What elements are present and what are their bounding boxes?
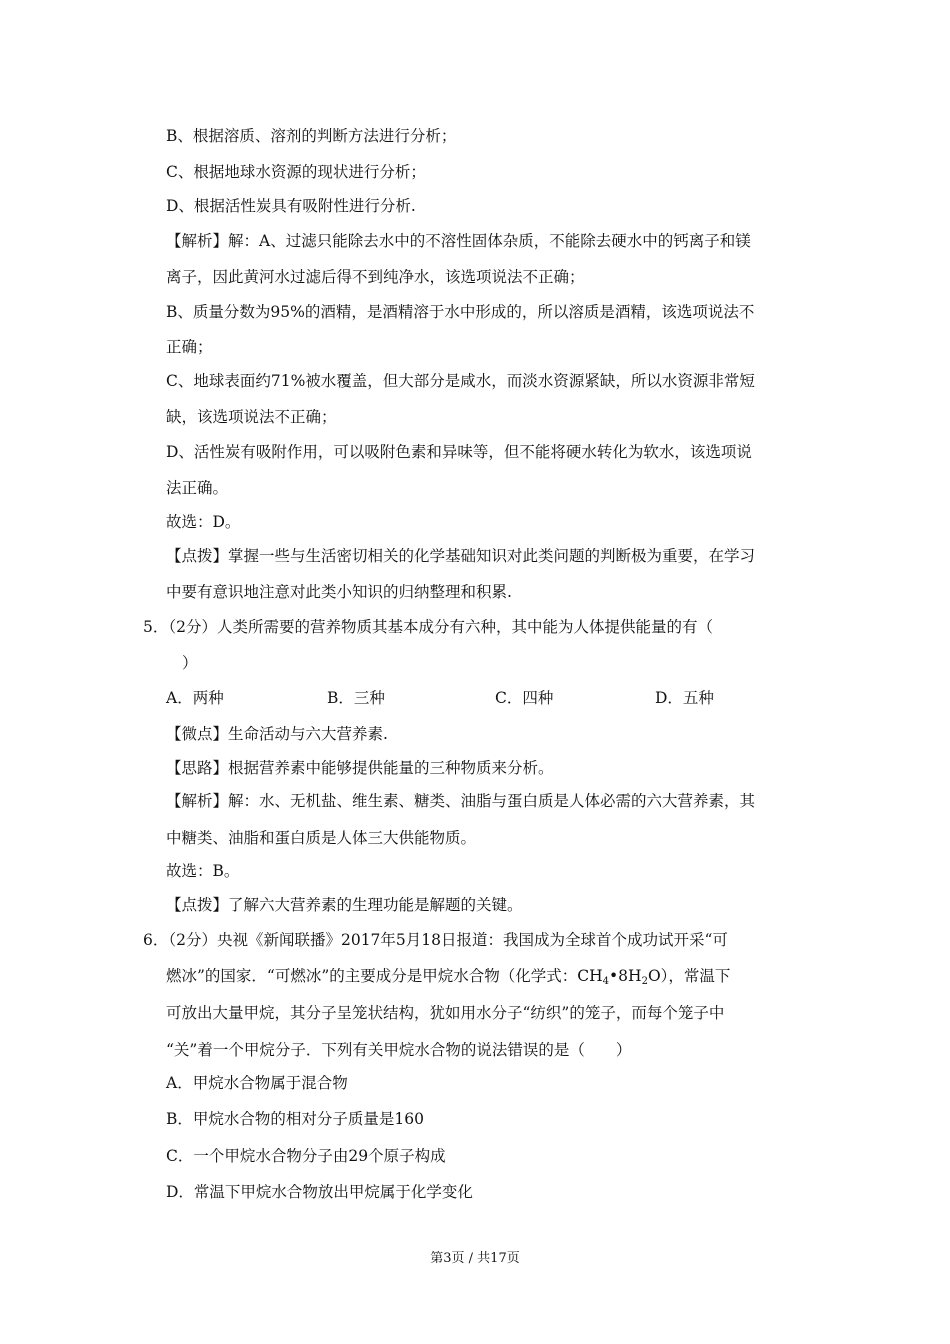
text-line: 中糖类、油脂和蛋白质是人体三大供能物质。: [166, 829, 477, 847]
question-6-stem-line: 可放出大量甲烷，其分子呈笼状结构，犹如用水分子“纺织”的笼子，而每个笼子中: [166, 1004, 725, 1022]
approach-line: 【思路】根据营养素中能够提供能量的三种物质来分析。: [166, 759, 554, 777]
option-a[interactable]: A．甲烷水合物属于混合物: [166, 1074, 348, 1092]
question-5-stem-end: ）: [182, 654, 198, 672]
question-6-stem-line: “关”着一个甲烷分子．下列有关甲烷水合物的说法错误的是（ ）: [166, 1041, 632, 1059]
text-line: D、活性炭有吸附作用，可以吸附色素和异味等，但不能将硬水转化为软水，该选项说: [166, 443, 752, 461]
option-b[interactable]: B．甲烷水合物的相对分子质量是160: [166, 1110, 424, 1128]
text-line: B、根据溶质、溶剂的判断方法进行分析；: [166, 127, 457, 145]
question-5-stem: 5．（2分）人类所需要的营养物质其基本成分有六种，其中能为人体提供能量的有（: [143, 618, 713, 636]
text-span: 燃冰”的国家．“可燃冰”的主要成分是甲烷水合物（化学式：CH: [166, 967, 603, 985]
text-span: O），常温下: [647, 967, 731, 985]
option-a[interactable]: A．两种: [166, 689, 224, 707]
text-line: 缺，该选项说法不正确；: [166, 408, 337, 426]
text-line: 离子，因此黄河水过滤后得不到纯净水，该选项说法不正确；: [166, 268, 585, 286]
option-b[interactable]: B．三种: [327, 689, 385, 707]
page-footer: 第3页 / 共17页: [430, 1251, 520, 1266]
option-d[interactable]: D．五种: [655, 689, 714, 707]
tip-line: 【点拨】了解六大营养素的生理功能是解题的关键。: [166, 896, 523, 914]
text-line: 正确；: [166, 338, 213, 356]
analysis-line: 【解析】解：水、无机盐、维生素、糖类、油脂与蛋白质是人体必需的六大营养素，其: [166, 792, 756, 810]
text-line: C、根据地球水资源的现状进行分析；: [166, 163, 426, 181]
option-d[interactable]: D．常温下甲烷水合物放出甲烷属于化学变化: [166, 1183, 473, 1201]
text-line: 中要有意识地注意对此类小知识的归纳整理和积累.: [166, 583, 512, 601]
text-line: C、地球表面约71%被水覆盖，但大部分是咸水，而淡水资源紧缺，所以水资源非常短: [166, 372, 755, 390]
text-line: D、根据活性炭具有吸附性进行分析.: [166, 197, 416, 215]
knowledge-point: 【微点】生命活动与六大营养素.: [166, 725, 388, 743]
text-line: B、质量分数为95%的酒精，是酒精溶于水中形成的，所以溶质是酒精，该选项说法不: [166, 303, 755, 321]
text-line: 法正确。: [166, 479, 229, 497]
question-6-stem-line: [166, 966, 730, 986]
option-c[interactable]: C．四种: [495, 689, 554, 707]
text-span: •8H: [609, 967, 642, 985]
answer-line: 故选：D。: [166, 513, 241, 531]
tip-line: 【点拨】掌握一些与生活密切相关的化学基础知识对此类问题的判断极为重要，在学习: [166, 547, 756, 565]
analysis-line: 【解析】解：A、过滤只能除去水中的不溶性固体杂质，不能除去硬水中的钙离子和镁: [166, 232, 751, 250]
subscript: 4: [602, 976, 610, 987]
answer-line: 故选：B。: [166, 862, 240, 880]
subscript: 2: [641, 976, 648, 987]
option-c[interactable]: C．一个甲烷水合物分子由29个原子构成: [166, 1147, 446, 1165]
question-6-stem: 6．（2分）央视《新闻联播》2017年5月18日报道：我国成为全球首个成功试开采“可: [143, 931, 728, 949]
